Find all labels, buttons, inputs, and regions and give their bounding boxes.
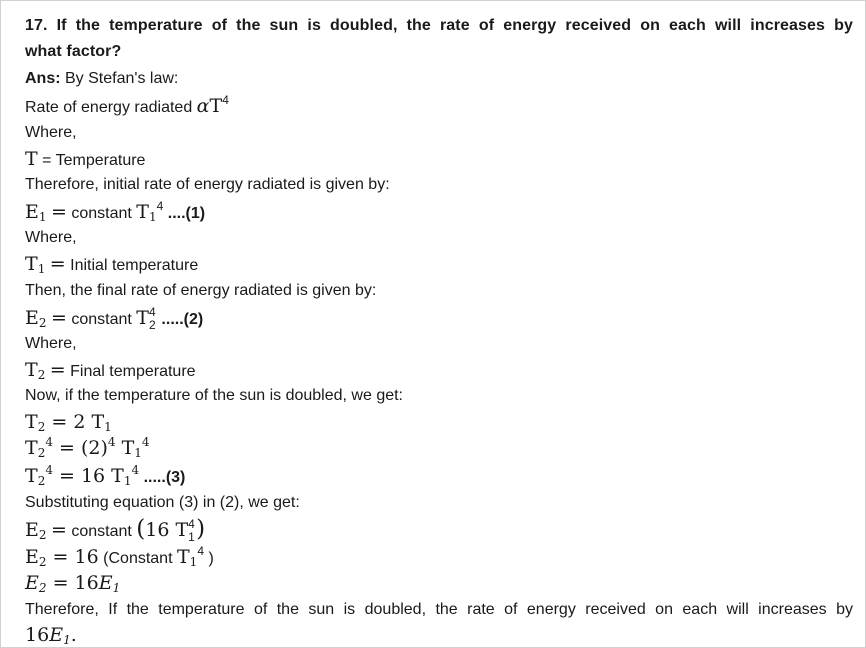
where-2: Where, xyxy=(25,229,77,246)
question-line-1: 17. If the temperature of the sun is doubled, the rate of energy received on each will increases by xyxy=(25,17,853,34)
question-line-2: what factor? xyxy=(25,43,122,60)
equation-t2-doubled xyxy=(25,411,112,435)
equals-sign: = xyxy=(50,307,67,329)
ans-intro-text: By Stefan's law: xyxy=(60,70,179,87)
ans-intro xyxy=(25,68,178,90)
e2-symbol: $E_2$ xyxy=(25,307,47,330)
equation-subst xyxy=(25,518,205,543)
constant-cap-word: Constant xyxy=(108,550,173,567)
final-answer xyxy=(25,624,77,648)
math-expression: $T_2^4 = (2)^4$ $T_1^4$ xyxy=(25,435,150,460)
rate-text: Rate of energy radiated xyxy=(25,99,197,116)
doubled-text: Now, if the temperature of the sun is doubled, we get: xyxy=(25,387,403,404)
sub-sup-stack: 4 2 xyxy=(148,305,156,332)
equation-t2-power xyxy=(25,437,150,461)
power-4: 4 xyxy=(156,199,164,213)
math-expression: $16E_1$. xyxy=(25,624,77,647)
final-text: Then, the final rate of energy radiated is given by: xyxy=(25,282,377,299)
alpha-symbol: α xyxy=(196,95,210,117)
e2-symbol: $E_2$ xyxy=(25,519,47,542)
t-definition xyxy=(25,148,145,172)
equation-2 xyxy=(25,307,203,331)
eq2-label: .....(2) xyxy=(161,311,204,328)
t1-symbol: $T_1$ xyxy=(176,546,198,569)
constant-word: constant xyxy=(71,311,132,328)
t2-symbol: T xyxy=(136,307,149,329)
t-symbol: T xyxy=(25,148,38,170)
rate-line xyxy=(25,95,229,119)
where-1: Where, xyxy=(25,124,77,141)
sub-sup-stack: 4 1 xyxy=(188,517,195,544)
ans-label: Ans: xyxy=(25,70,61,87)
equation-e2-16-constant: $E_2 = 16$ (Constant $T_1^4$ ) xyxy=(25,544,214,569)
constant-word: constant xyxy=(71,523,132,540)
equals-sign: = xyxy=(50,201,67,223)
power-4: 4 xyxy=(197,544,204,558)
power-4: 4 xyxy=(222,93,229,107)
math-expression: $E_2 = 16E_1$ xyxy=(25,572,121,595)
subst-text: Substituting equation (3) in (2), we get: xyxy=(25,494,300,511)
eq3-label: .....(3) xyxy=(143,469,186,486)
equation-e2-result xyxy=(25,572,120,596)
t2-def-text: Final temperature xyxy=(70,363,196,380)
math-expression: $T_2 = 2$ $T_1$ xyxy=(25,411,112,434)
e1-symbol: $E_1$ xyxy=(25,201,47,224)
t2-definition xyxy=(25,359,196,383)
math-expression: $T_2^4 = 16$ $T_1^4$ xyxy=(25,463,140,488)
t1-def-text: Initial temperature xyxy=(70,257,199,274)
math-expression: $E_2 = 16$ xyxy=(25,546,99,569)
where-3: Where, xyxy=(25,335,77,352)
initial-text: Therefore, initial rate of energy radiated is given by: xyxy=(25,176,390,193)
equation-1 xyxy=(25,201,205,225)
close-paren: ) xyxy=(196,516,206,542)
equals-sign: = xyxy=(49,253,66,275)
equation-3 xyxy=(25,465,185,489)
math-expression: 16 T xyxy=(145,519,189,541)
conclusion-text: Therefore, If the temperature of the sun is doubled, the rate of energy received on each will increases by xyxy=(25,601,853,618)
t-symbol: T xyxy=(209,95,223,117)
open-paren: ( xyxy=(136,516,146,542)
t1-symbol: $T_1$ xyxy=(136,201,157,224)
t1-symbol: $T_1$ xyxy=(25,253,46,276)
t2-symbol: $T_2$ xyxy=(25,359,46,382)
equals-sign: = xyxy=(49,359,66,381)
t1-definition xyxy=(25,253,198,277)
equals-sign: = xyxy=(50,519,67,541)
eq1-label: ....(1) xyxy=(167,205,206,222)
constant-word: constant xyxy=(71,205,132,222)
t-def-text: = Temperature xyxy=(37,152,146,169)
